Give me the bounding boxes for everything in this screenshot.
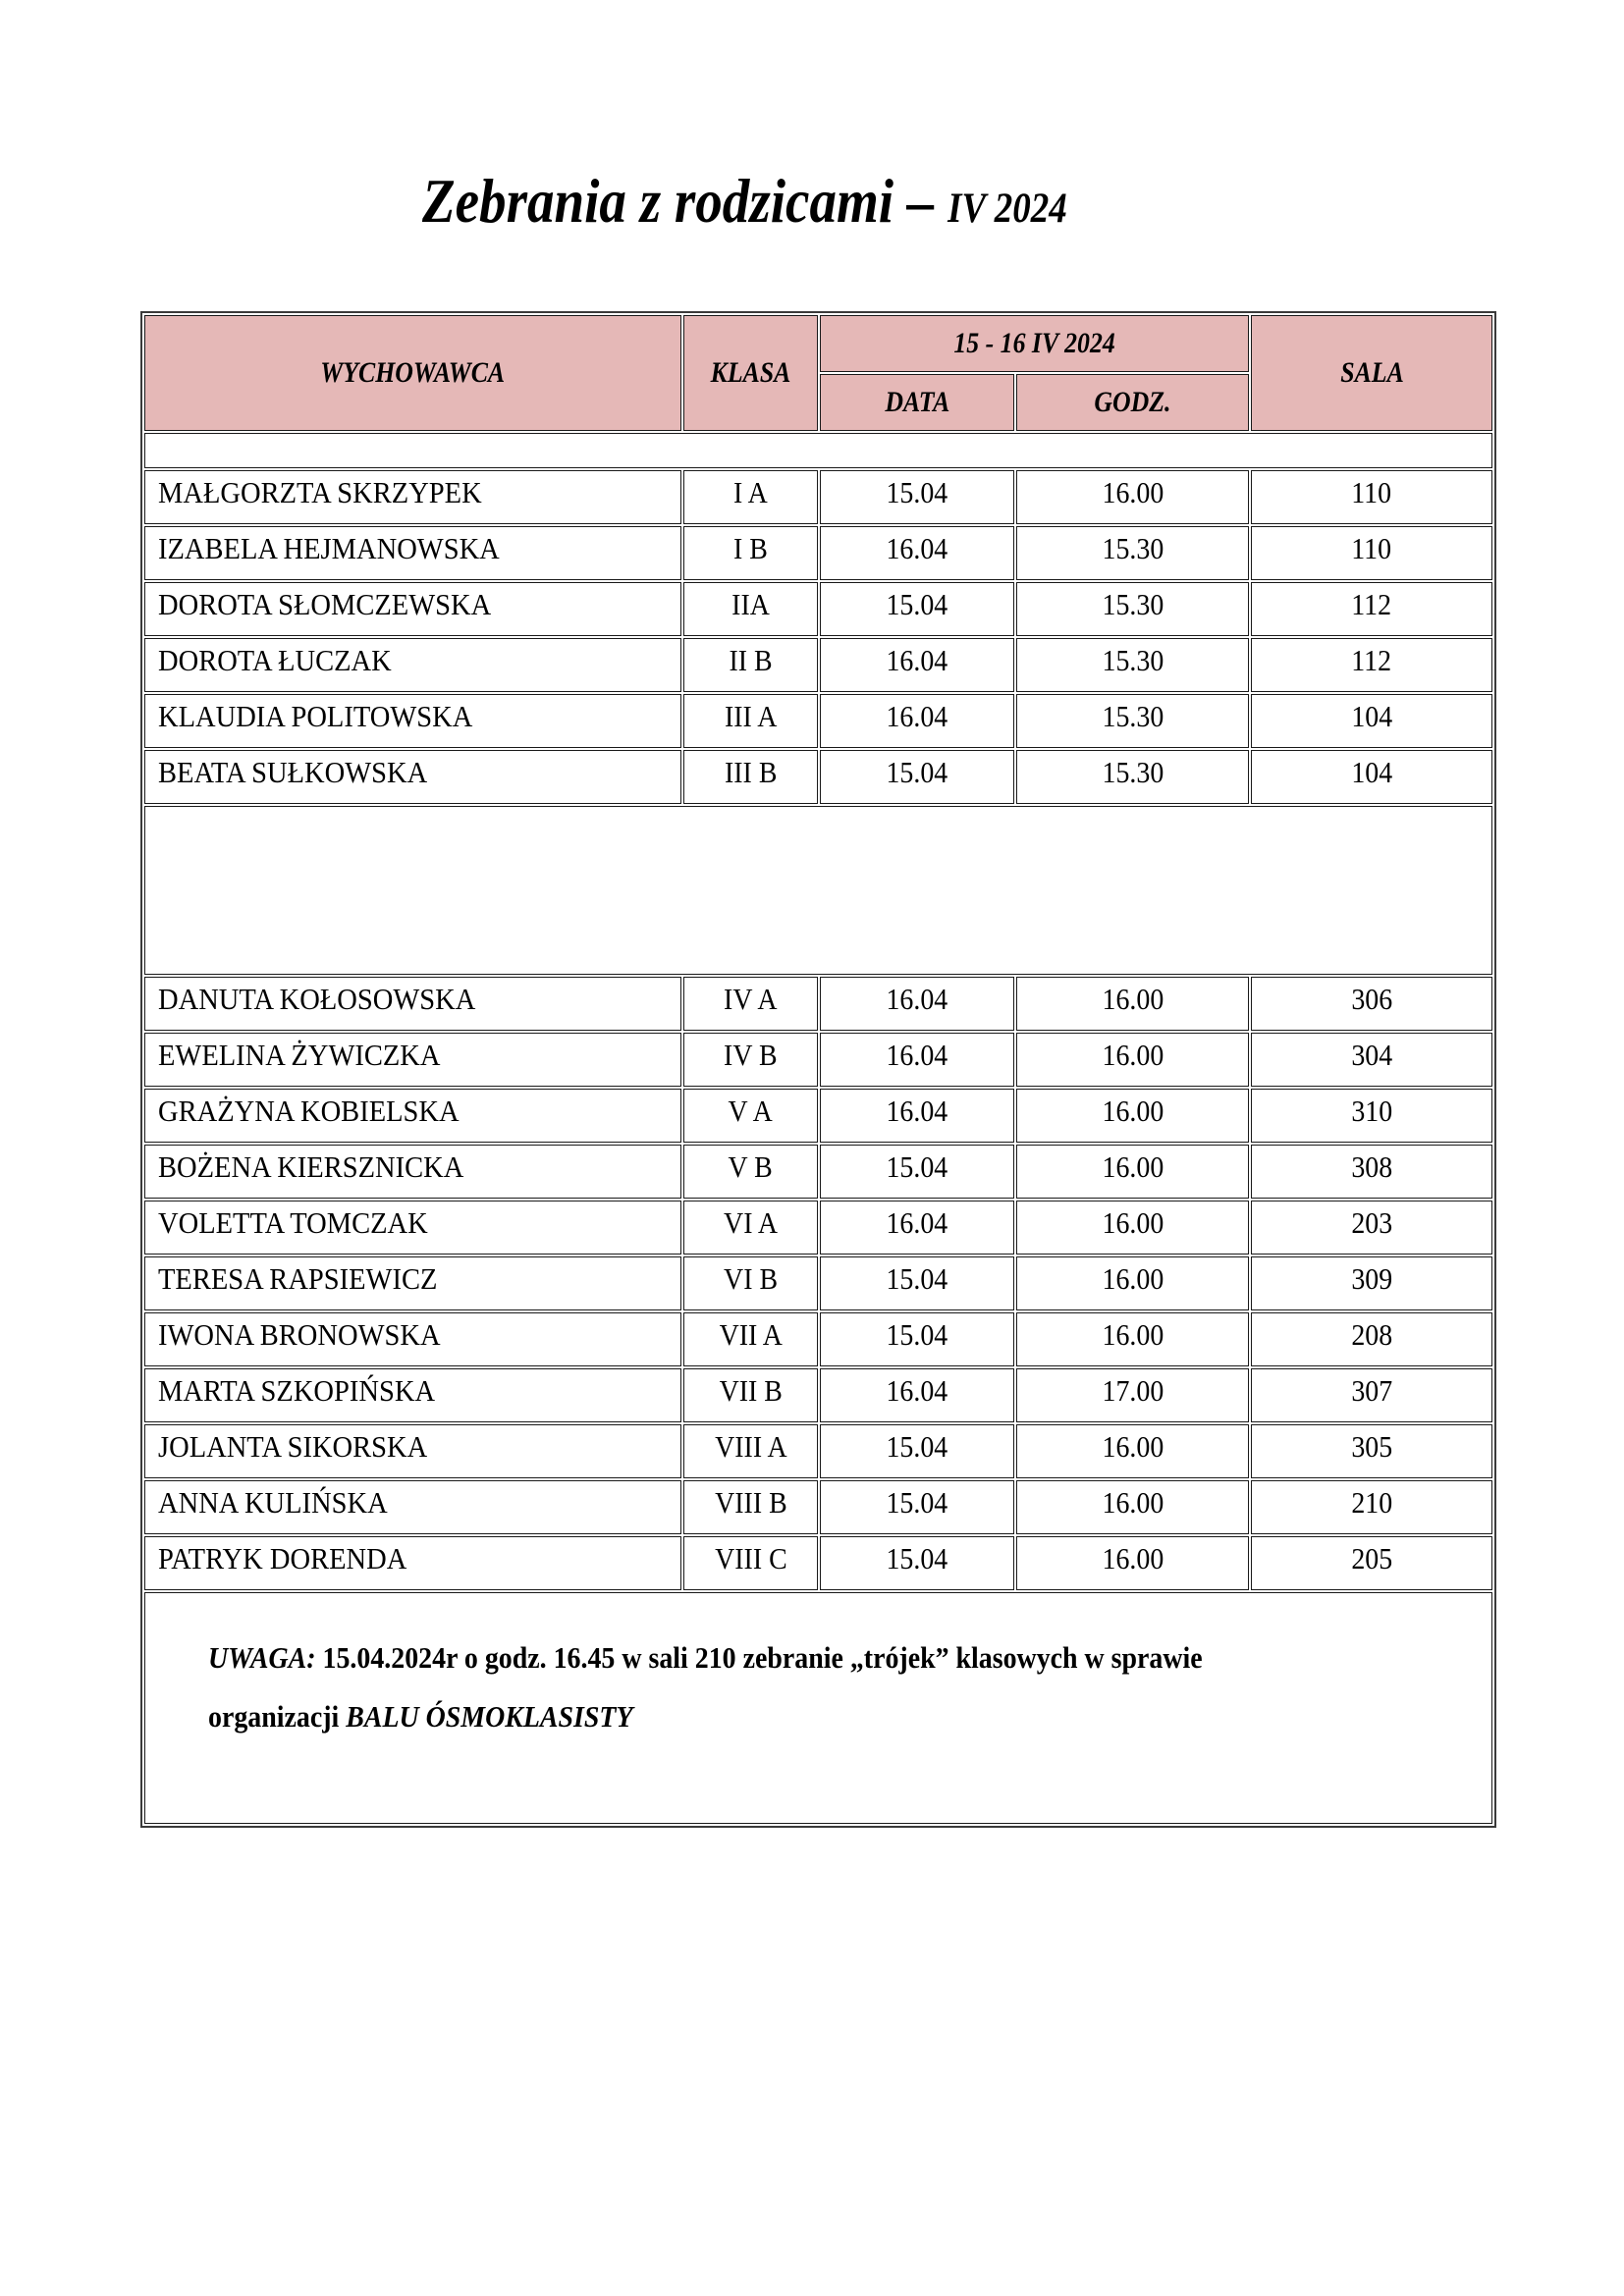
table-row xyxy=(144,582,1492,636)
class-cell xyxy=(683,1424,818,1478)
room-cell-text: 104 xyxy=(1351,699,1392,733)
date-cell-text: 16.04 xyxy=(886,699,948,733)
time-cell-text: 15.30 xyxy=(1102,699,1164,733)
time-cell xyxy=(1016,1480,1249,1534)
meetings-table xyxy=(140,311,1496,1828)
class-cell xyxy=(683,1256,818,1310)
class-cell-text: IV B xyxy=(724,1038,778,1072)
time-cell-text: 15.30 xyxy=(1102,587,1164,621)
time-cell xyxy=(1016,470,1249,524)
room-cell xyxy=(1251,750,1492,804)
date-cell xyxy=(820,1145,1014,1199)
teacher-cell xyxy=(144,470,681,524)
room-cell xyxy=(1251,1201,1492,1255)
class-cell-text: IIA xyxy=(731,587,770,621)
date-cell xyxy=(820,750,1014,804)
table-row xyxy=(144,1201,1492,1255)
spacer-cell xyxy=(144,433,1492,468)
table-row xyxy=(144,1256,1492,1310)
time-cell-text: 15.30 xyxy=(1102,531,1164,565)
table-row xyxy=(144,977,1492,1031)
date-cell-text: 15.04 xyxy=(886,1429,948,1464)
table-row xyxy=(144,1033,1492,1087)
spacer-row xyxy=(144,433,1492,468)
room-cell xyxy=(1251,1033,1492,1087)
date-cell-text: 15.04 xyxy=(886,1261,948,1296)
date-cell-text: 15.04 xyxy=(886,1485,948,1520)
room-cell-text: 112 xyxy=(1351,587,1392,621)
teacher-cell-text: DOROTA SŁOMCZEWSKA xyxy=(158,587,492,621)
class-cell xyxy=(683,977,818,1031)
teacher-cell xyxy=(144,1256,681,1310)
class-cell xyxy=(683,470,818,524)
time-cell-text: 16.00 xyxy=(1102,1485,1164,1520)
date-cell-text: 15.04 xyxy=(886,1317,948,1352)
time-cell xyxy=(1016,1368,1249,1422)
room-cell xyxy=(1251,470,1492,524)
section-gap-row xyxy=(144,806,1492,975)
teacher-cell xyxy=(144,526,681,580)
teacher-cell xyxy=(144,582,681,636)
teacher-cell-text: IWONA BRONOWSKA xyxy=(158,1317,441,1352)
class-cell-text: VIII C xyxy=(714,1541,787,1575)
class-cell-text: I B xyxy=(733,531,768,565)
room-cell xyxy=(1251,1480,1492,1534)
date-cell xyxy=(820,1033,1014,1087)
page-title-main: Zebrania z rodzicami – xyxy=(422,166,948,236)
teacher-cell xyxy=(144,694,681,748)
room-cell-text: 305 xyxy=(1351,1429,1392,1464)
class-cell-text: II B xyxy=(729,643,773,677)
date-cell-text: 15.04 xyxy=(886,1149,948,1184)
table-row xyxy=(144,1480,1492,1534)
section-gap-cell xyxy=(144,806,1492,975)
note-cell xyxy=(144,1592,1492,1824)
teacher-cell xyxy=(144,1480,681,1534)
date-cell xyxy=(820,1536,1014,1590)
table-row xyxy=(144,526,1492,580)
teacher-cell xyxy=(144,1201,681,1255)
teacher-cell-text: JOLANTA SIKORSKA xyxy=(158,1429,428,1464)
date-cell xyxy=(820,526,1014,580)
teacher-cell-text: PATRYK DORENDA xyxy=(158,1541,407,1575)
teacher-cell-text: ANNA KULIŃSKA xyxy=(158,1485,388,1520)
date-cell-text: 16.04 xyxy=(886,531,948,565)
class-cell-text: V B xyxy=(728,1149,774,1184)
room-cell xyxy=(1251,582,1492,636)
date-cell xyxy=(820,582,1014,636)
header-period: 15 - 16 IV 2024 xyxy=(820,315,1249,372)
room-cell xyxy=(1251,977,1492,1031)
table-row xyxy=(144,470,1492,524)
teacher-cell xyxy=(144,977,681,1031)
class-cell-text: VIII A xyxy=(714,1429,787,1464)
room-cell-text: 210 xyxy=(1351,1485,1392,1520)
room-cell-text: 208 xyxy=(1351,1317,1392,1352)
room-cell xyxy=(1251,1256,1492,1310)
table-row xyxy=(144,1089,1492,1143)
teacher-cell-text: IZABELA HEJMANOWSKA xyxy=(158,531,500,565)
date-cell xyxy=(820,1480,1014,1534)
date-cell xyxy=(820,470,1014,524)
teacher-cell-text: DOROTA ŁUCZAK xyxy=(158,643,392,677)
room-cell xyxy=(1251,1089,1492,1143)
date-cell xyxy=(820,1256,1014,1310)
note-label: UWAGA: xyxy=(208,1640,316,1675)
room-cell xyxy=(1251,526,1492,580)
class-cell-text: I A xyxy=(733,475,768,509)
table-header-row xyxy=(144,315,1492,372)
table-row xyxy=(144,1536,1492,1590)
teacher-cell xyxy=(144,750,681,804)
teacher-cell xyxy=(144,638,681,692)
class-cell xyxy=(683,1312,818,1366)
time-cell xyxy=(1016,1033,1249,1087)
room-cell xyxy=(1251,1368,1492,1422)
teacher-cell-text: BOŻENA KIERSZNICKA xyxy=(158,1149,464,1184)
date-cell-text: 15.04 xyxy=(886,475,948,509)
class-cell xyxy=(683,750,818,804)
class-cell xyxy=(683,638,818,692)
room-cell xyxy=(1251,1145,1492,1199)
class-cell-text: VII A xyxy=(719,1317,783,1352)
time-cell xyxy=(1016,750,1249,804)
room-cell-text: 110 xyxy=(1351,475,1392,509)
table-row xyxy=(144,1145,1492,1199)
room-cell-text: 104 xyxy=(1351,755,1392,789)
note xyxy=(145,1593,1491,1746)
room-cell-text: 112 xyxy=(1351,643,1392,677)
time-cell xyxy=(1016,1256,1249,1310)
teacher-cell xyxy=(144,1368,681,1422)
date-cell xyxy=(820,1201,1014,1255)
time-cell-text: 15.30 xyxy=(1102,643,1164,677)
class-cell-text: VIII B xyxy=(714,1485,787,1520)
date-cell-text: 16.04 xyxy=(886,1038,948,1072)
date-cell xyxy=(820,1312,1014,1366)
teacher-cell xyxy=(144,1424,681,1478)
header-class: KLASA xyxy=(683,315,818,431)
date-cell xyxy=(820,977,1014,1031)
teacher-cell xyxy=(144,1312,681,1366)
date-cell-text: 16.04 xyxy=(886,1205,948,1240)
room-cell xyxy=(1251,1312,1492,1366)
class-cell-text: VI B xyxy=(723,1261,779,1296)
time-cell xyxy=(1016,1312,1249,1366)
class-cell xyxy=(683,582,818,636)
teacher-cell-text: VOLETTA TOMCZAK xyxy=(158,1205,428,1240)
class-cell xyxy=(683,526,818,580)
room-cell-text: 203 xyxy=(1351,1205,1392,1240)
date-cell-text: 16.04 xyxy=(886,643,948,677)
date-cell-text: 15.04 xyxy=(886,755,948,789)
table-body xyxy=(144,433,1492,1824)
time-cell-text: 16.00 xyxy=(1102,982,1164,1016)
room-cell-text: 310 xyxy=(1351,1094,1392,1128)
room-cell xyxy=(1251,694,1492,748)
time-cell-text: 17.00 xyxy=(1102,1373,1164,1408)
class-cell-text: III B xyxy=(724,755,778,789)
teacher-cell-text: TERESA RAPSIEWICZ xyxy=(158,1261,438,1296)
table-row xyxy=(144,638,1492,692)
class-cell xyxy=(683,1201,818,1255)
date-cell-text: 16.04 xyxy=(886,1373,948,1408)
header-room: SALA xyxy=(1251,315,1492,431)
class-cell-text: III A xyxy=(724,699,778,733)
class-cell-text: VII B xyxy=(719,1373,783,1408)
room-cell-text: 205 xyxy=(1351,1541,1392,1575)
room-cell-text: 308 xyxy=(1351,1149,1392,1184)
time-cell xyxy=(1016,1201,1249,1255)
room-cell xyxy=(1251,1424,1492,1478)
date-cell xyxy=(820,1368,1014,1422)
date-cell-text: 15.04 xyxy=(886,587,948,621)
note-line1: 15.04.2024r o godz. 16.45 w sali 210 zebranie „trójek” klasowych w sprawie xyxy=(315,1640,1203,1675)
class-cell xyxy=(683,1480,818,1534)
date-cell-text: 15.04 xyxy=(886,1541,948,1575)
teacher-cell-text: KLAUDIA POLITOWSKA xyxy=(158,699,473,733)
date-cell-text: 16.04 xyxy=(886,1094,948,1128)
time-cell-text: 16.00 xyxy=(1102,1317,1164,1352)
page-title xyxy=(422,165,1198,243)
date-cell-text: 16.04 xyxy=(886,982,948,1016)
table-row xyxy=(144,1312,1492,1366)
class-cell xyxy=(683,1089,818,1143)
header-teacher: WYCHOWAWCA xyxy=(144,315,681,431)
teacher-cell xyxy=(144,1033,681,1087)
time-cell-text: 16.00 xyxy=(1102,1094,1164,1128)
time-cell xyxy=(1016,1089,1249,1143)
table-row xyxy=(144,750,1492,804)
teacher-cell xyxy=(144,1145,681,1199)
room-cell-text: 110 xyxy=(1351,531,1392,565)
time-cell xyxy=(1016,694,1249,748)
teacher-cell-text: MAŁGORZTA SKRZYPEK xyxy=(158,475,482,509)
class-cell xyxy=(683,1145,818,1199)
room-cell xyxy=(1251,1536,1492,1590)
time-cell xyxy=(1016,582,1249,636)
time-cell-text: 16.00 xyxy=(1102,1541,1164,1575)
time-cell xyxy=(1016,977,1249,1031)
teacher-cell-text: DANUTA KOŁOSOWSKA xyxy=(158,982,476,1016)
time-cell xyxy=(1016,1145,1249,1199)
table-row xyxy=(144,1368,1492,1422)
room-cell xyxy=(1251,638,1492,692)
time-cell-text: 16.00 xyxy=(1102,1149,1164,1184)
class-cell xyxy=(683,694,818,748)
class-cell xyxy=(683,1033,818,1087)
page-title-period: IV 2024 xyxy=(947,186,1067,232)
class-cell xyxy=(683,1536,818,1590)
teacher-cell-text: MARTA SZKOPIŃSKA xyxy=(158,1373,436,1408)
time-cell xyxy=(1016,638,1249,692)
header-date: DATA xyxy=(820,374,1014,431)
note-row xyxy=(144,1592,1492,1824)
table-row xyxy=(144,1424,1492,1478)
teacher-cell xyxy=(144,1536,681,1590)
time-cell-text: 16.00 xyxy=(1102,1429,1164,1464)
header-time: GODZ. xyxy=(1016,374,1249,431)
note-emphasis: BALU ÓSMOKLASISTY xyxy=(346,1699,633,1734)
room-cell-text: 307 xyxy=(1351,1373,1392,1408)
time-cell xyxy=(1016,526,1249,580)
time-cell xyxy=(1016,1536,1249,1590)
teacher-cell-text: BEATA SUŁKOWSKA xyxy=(158,755,428,789)
room-cell-text: 304 xyxy=(1351,1038,1392,1072)
class-cell xyxy=(683,1368,818,1422)
time-cell-text: 16.00 xyxy=(1102,475,1164,509)
teacher-cell xyxy=(144,1089,681,1143)
class-cell-text: V A xyxy=(728,1094,774,1128)
time-cell-text: 16.00 xyxy=(1102,1261,1164,1296)
table-row xyxy=(144,694,1492,748)
date-cell xyxy=(820,638,1014,692)
class-cell-text: IV A xyxy=(724,982,778,1016)
teacher-cell-text: GRAŻYNA KOBIELSKA xyxy=(158,1094,460,1128)
class-cell-text: VI A xyxy=(723,1205,779,1240)
time-cell-text: 16.00 xyxy=(1102,1038,1164,1072)
date-cell xyxy=(820,694,1014,748)
time-cell-text: 16.00 xyxy=(1102,1205,1164,1240)
room-cell-text: 306 xyxy=(1351,982,1392,1016)
note-line2: organizacji xyxy=(208,1699,347,1734)
time-cell-text: 15.30 xyxy=(1102,755,1164,789)
date-cell xyxy=(820,1089,1014,1143)
room-cell-text: 309 xyxy=(1351,1261,1392,1296)
date-cell xyxy=(820,1424,1014,1478)
time-cell xyxy=(1016,1424,1249,1478)
teacher-cell-text: EWELINA ŻYWICZKA xyxy=(158,1038,441,1072)
